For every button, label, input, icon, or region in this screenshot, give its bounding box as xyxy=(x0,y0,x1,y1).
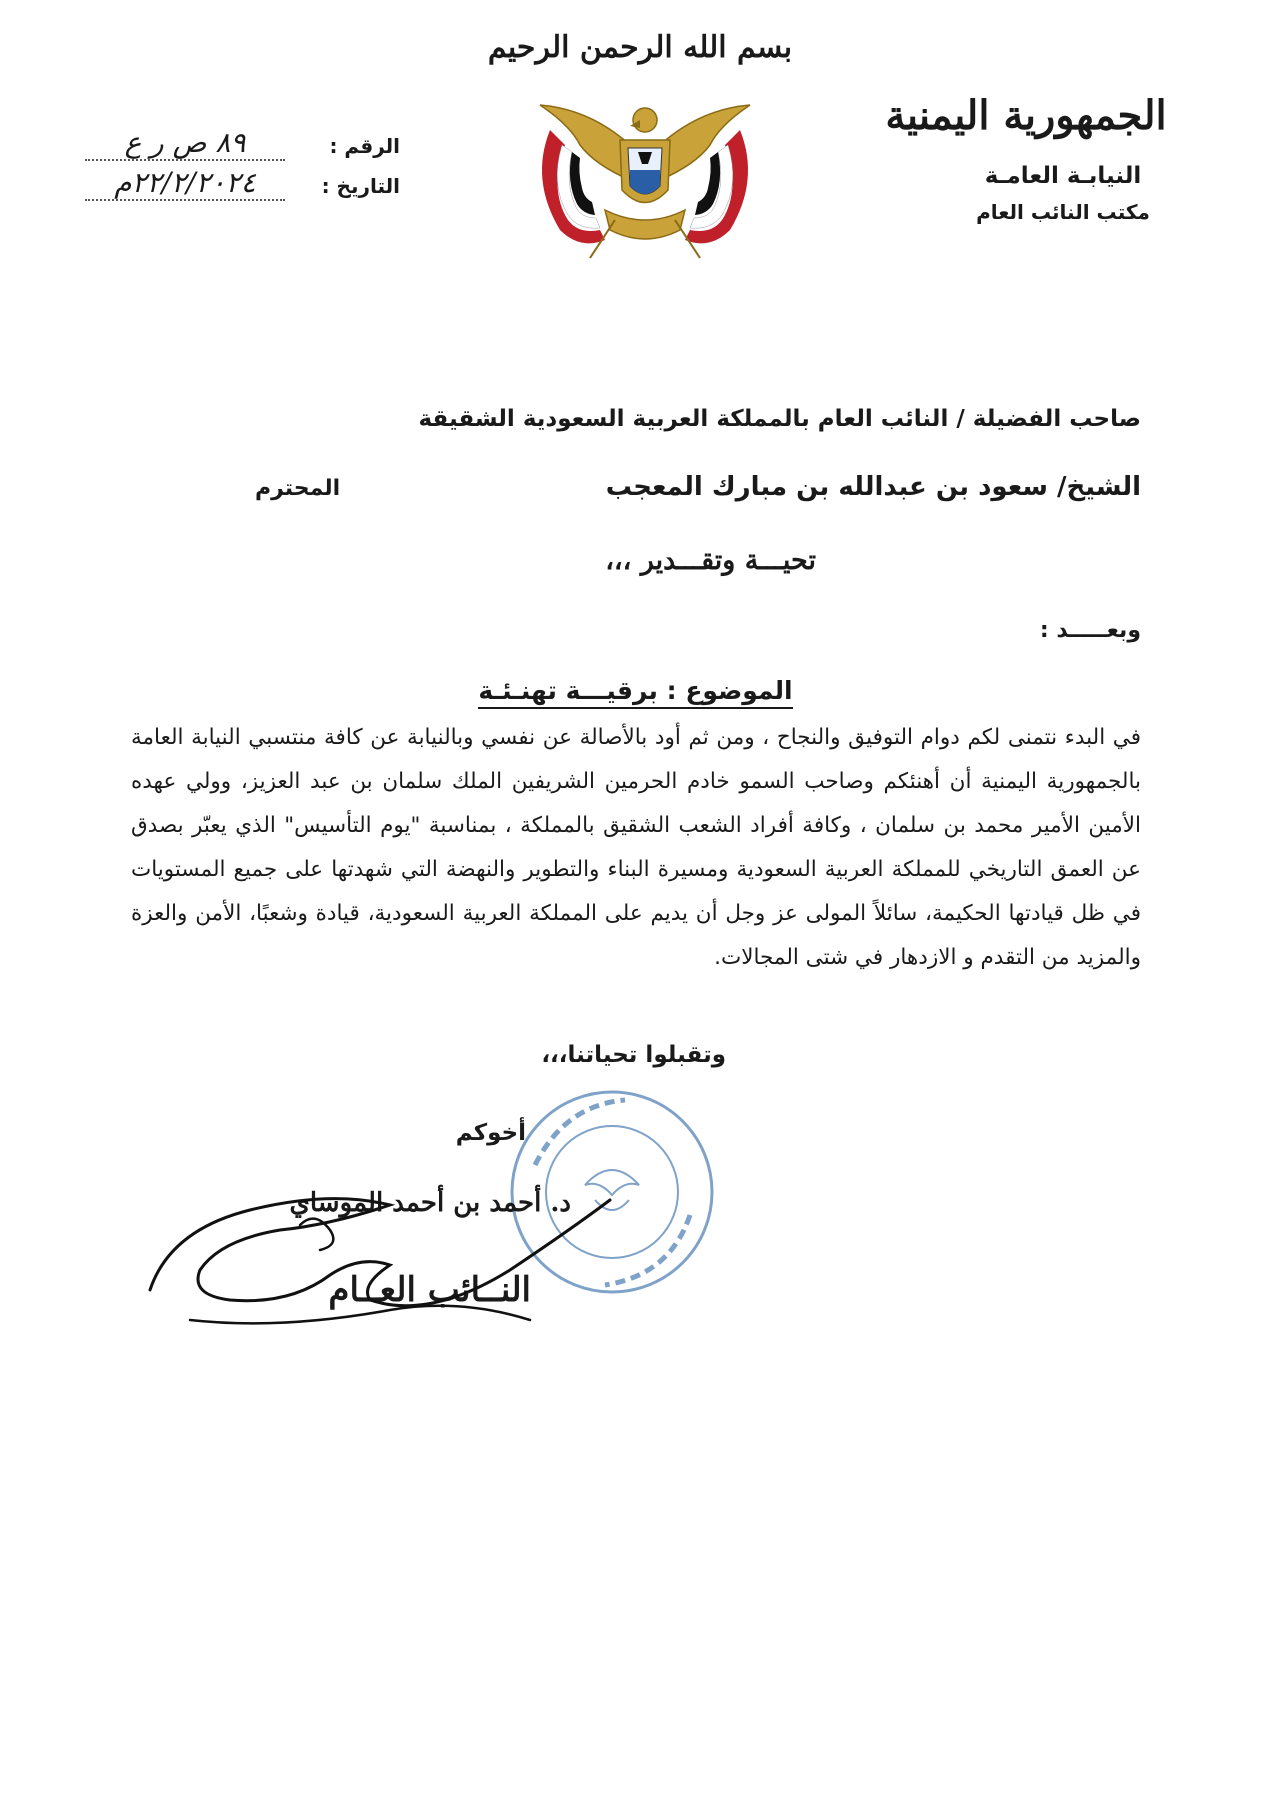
signer-title: النــائب العــام xyxy=(328,1270,531,1310)
greeting: تحيـــة وتقـــدير ،،، xyxy=(605,545,816,576)
republic-title: الجمهورية اليمنية xyxy=(885,92,1167,139)
sender-salutation: أخوكم xyxy=(455,1120,526,1146)
addressee-honorific: المحترم xyxy=(255,476,341,501)
opening: وبعـــــد : xyxy=(1039,618,1141,643)
office-department: مكتب النائب العام xyxy=(976,200,1150,224)
reference-number xyxy=(60,126,400,164)
reference-date-value: ٢٢/٢/٢٠٢٤م xyxy=(85,166,285,201)
basmala: بسم الله الرحمن الرحيم xyxy=(487,30,793,65)
closing-line: وتقبلوا تحياتنا،،، xyxy=(541,1042,726,1068)
yemen-eagle-emblem-icon xyxy=(520,90,770,265)
addressee-line-1: صاحب الفضيلة / النائب العام بالمملكة العربية السعودية الشقيقة xyxy=(418,406,1141,432)
reference-number-label: الرقم : xyxy=(329,134,400,158)
letter-body: في البدء نتمنى لكم دوام التوفيق والنجاح ، ومن ثم أود بالأصالة عن نفسي وبالنيابة عن كافة منتسبي النيابة العامة بالجمهورية اليمنية أن أهنئكم وصاحب السمو خادم الحرمين الشريفين الملك سلمان بن عبد العزيز، وولي عهده الأمين الأمير محمد بن سلمان ، وكافة أفراد الشعب الشقيق بالمملكة ، بمناسبة "يوم التأسيس" الذي يعبّر بصدق عن العمق التاريخي للمملكة العربية السعودية ومسيرة البناء والتطوير والنهضة التي شهدتها على جميع المستويات في ظل قيادتها الحكيمة، سائلاً المولى عز وجل أن يديم على المملكة العربية السعودية، قيادة وشعبًا، الأمن والعزة والمزيد من التقدم و الازدهار في شتى المجالات. xyxy=(131,725,1141,970)
subject-text: الموضوع : برقيـــة تهنـئـة xyxy=(478,676,792,709)
signer-name: د. أحمد بن أحمد الموساي xyxy=(289,1188,571,1218)
office-name: النيابـة العامـة xyxy=(984,163,1142,189)
handwritten-signature-icon xyxy=(130,1170,630,1340)
addressee-line-2: الشيخ/ سعود بن عبدالله بن مبارك المعجب xyxy=(605,472,1141,502)
reference-date xyxy=(60,166,400,204)
subject-line xyxy=(0,676,1271,705)
reference-number-value: ٨٩ ص ر ع xyxy=(85,126,285,161)
reference-date-label: التاريخ : xyxy=(321,174,400,198)
